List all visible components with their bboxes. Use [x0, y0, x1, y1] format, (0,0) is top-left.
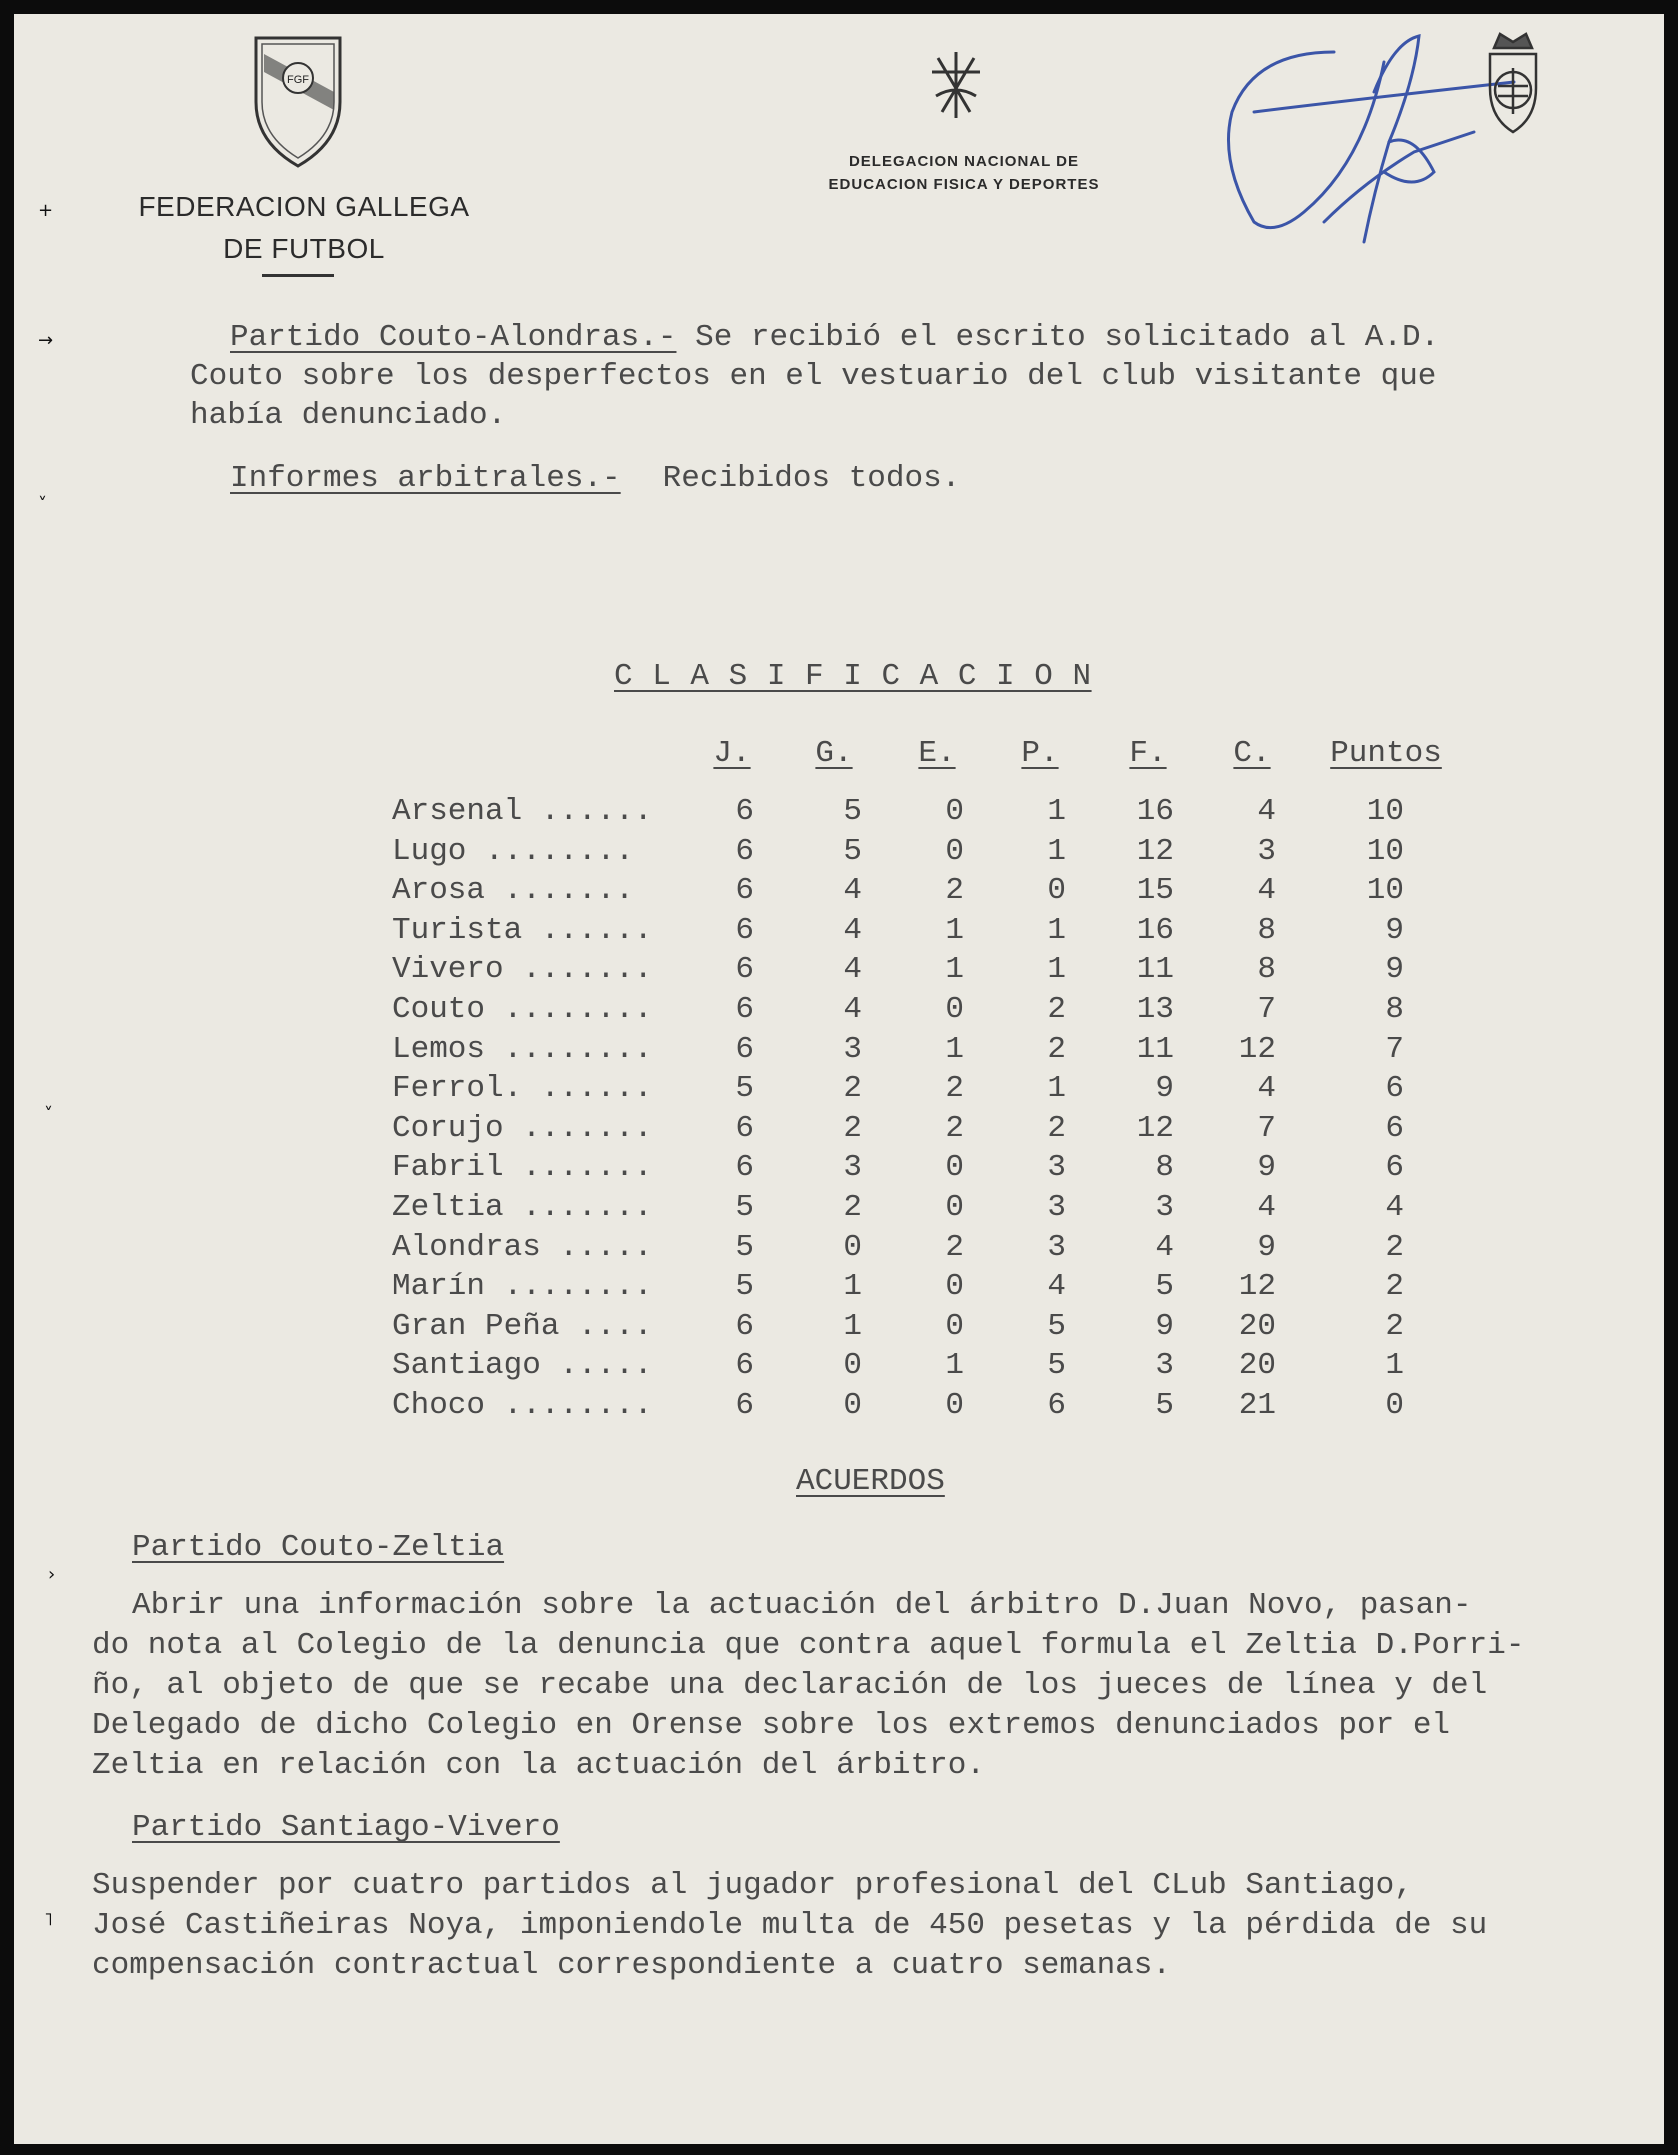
cell-j: 6 — [735, 873, 754, 909]
column-header: Puntos — [1330, 736, 1442, 771]
cell-c: 9 — [1257, 1229, 1276, 1265]
cell-g: 3 — [843, 1150, 862, 1186]
cell-p: 2 — [1047, 1031, 1066, 1067]
cell-f: 5 — [1155, 1388, 1174, 1423]
cell-p: 1 — [1047, 1071, 1066, 1107]
cell-pts: 10 — [1366, 833, 1404, 869]
team-name: Alondras ..... — [392, 1229, 653, 1265]
cell-j: 5 — [735, 1229, 754, 1265]
cell-p: 3 — [1047, 1190, 1066, 1225]
cell-f: 11 — [1136, 1031, 1174, 1067]
cell-g: 1 — [843, 1308, 862, 1344]
margin-mark: ˥ — [44, 1909, 53, 1930]
team-name: Choco ........ — [392, 1388, 653, 1423]
cell-e: 0 — [945, 833, 964, 869]
cell-f: 9 — [1155, 1071, 1174, 1107]
intro-p1-line2: Couto sobre los desperfectos en el vestuario del club visitante que — [190, 359, 1437, 394]
federation-shield-logo — [250, 32, 346, 172]
team-name: Turista ...... — [392, 912, 653, 948]
cell-c: 12 — [1238, 1031, 1276, 1067]
cell-f: 3 — [1155, 1190, 1174, 1225]
cell-pts: 8 — [1385, 992, 1404, 1027]
cell-pts: 4 — [1385, 1190, 1404, 1225]
column-header: F. — [1129, 736, 1167, 771]
cell-j: 6 — [735, 794, 754, 829]
heading-couto-zeltia: Partido Couto-Zeltia — [132, 1530, 505, 1565]
cell-p: 1 — [1047, 952, 1066, 988]
cell-c: 8 — [1257, 912, 1276, 948]
column-header: P. — [1021, 736, 1059, 771]
cell-e: 1 — [945, 1348, 964, 1384]
s2-line-2: José Castiñeiras Noya, imponiendole multa de 450 pesetas y la pérdida de su — [92, 1908, 1488, 1943]
heading-informes: Informes arbitrales.- — [230, 461, 621, 496]
cell-c: 3 — [1257, 833, 1276, 869]
cell-pts: 1 — [1385, 1348, 1404, 1384]
team-name: Arsenal ...... — [392, 794, 653, 829]
cell-g: 4 — [843, 912, 862, 948]
column-header: E. — [918, 736, 956, 771]
column-header: C. — [1233, 736, 1271, 771]
margin-mark: → — [38, 330, 54, 351]
team-name: Corujo ....... — [392, 1110, 653, 1146]
cell-c: 8 — [1257, 952, 1276, 988]
intro-p2-text: Recibidos todos. — [662, 461, 961, 496]
s1-line-5: Zeltia en relación con la actuación del árbitro. — [92, 1748, 985, 1783]
team-name: Fabril ....... — [392, 1150, 653, 1186]
team-name: Couto ........ — [392, 992, 653, 1027]
cell-g: 2 — [843, 1190, 862, 1225]
cell-e: 0 — [945, 1150, 964, 1186]
cell-p: 1 — [1047, 794, 1066, 829]
cell-f: 5 — [1155, 1269, 1174, 1305]
royal-crest-logo — [1480, 28, 1546, 138]
team-name: Gran Peña .... — [392, 1308, 653, 1344]
cell-j: 6 — [735, 1388, 754, 1423]
cell-pts: 0 — [1385, 1388, 1404, 1423]
cell-f: 11 — [1136, 952, 1174, 988]
s1-line-4: Delegado de dicho Colegio en Orense sobre los extremos denunciados por el — [92, 1708, 1451, 1743]
cell-c: 21 — [1238, 1388, 1276, 1423]
delegation-name — [774, 150, 1154, 196]
team-name: Marín ........ — [392, 1269, 653, 1305]
team-name: Arosa ....... — [392, 873, 634, 909]
cell-p: 1 — [1047, 912, 1066, 948]
cell-p: 5 — [1047, 1308, 1066, 1344]
cell-j: 6 — [735, 1031, 754, 1067]
cell-p: 0 — [1047, 873, 1066, 909]
margin-mark: › — [48, 1564, 56, 1585]
cell-f: 3 — [1155, 1348, 1174, 1384]
cell-j: 6 — [735, 833, 754, 869]
cell-f: 15 — [1136, 873, 1174, 909]
cell-e: 1 — [945, 952, 964, 988]
intro-p1-line3: había denunciado. — [190, 398, 507, 433]
cell-j: 6 — [735, 992, 754, 1027]
cell-p: 1 — [1047, 833, 1066, 869]
cell-e: 0 — [945, 794, 964, 829]
column-header: G. — [815, 736, 853, 771]
delegation-line1: DELEGACION NACIONAL DE — [848, 153, 1080, 170]
cell-e: 1 — [945, 912, 964, 948]
cell-pts: 6 — [1385, 1150, 1404, 1186]
document-page — [14, 14, 1664, 2144]
cell-g: 0 — [843, 1348, 862, 1384]
cell-e: 2 — [945, 1110, 964, 1146]
federation-line1: FEDERACION GALLEGA — [138, 191, 470, 222]
cell-g: 5 — [843, 833, 862, 869]
cell-j: 5 — [735, 1071, 754, 1107]
cell-e: 2 — [945, 1071, 964, 1107]
team-name: Santiago ..... — [392, 1348, 653, 1384]
cell-pts: 2 — [1385, 1269, 1404, 1305]
cell-f: 4 — [1155, 1229, 1174, 1265]
cell-p: 5 — [1047, 1348, 1066, 1384]
margin-mark: + — [38, 200, 54, 221]
cell-f: 12 — [1136, 1110, 1174, 1146]
cell-pts: 9 — [1385, 912, 1404, 948]
cell-f: 16 — [1136, 912, 1174, 948]
cell-e: 0 — [945, 1308, 964, 1344]
team-name: Zeltia ....... — [392, 1190, 653, 1225]
cell-g: 4 — [843, 992, 862, 1027]
cell-f: 16 — [1136, 794, 1174, 829]
cell-c: 12 — [1238, 1269, 1276, 1305]
cell-e: 0 — [945, 1190, 964, 1225]
cell-f: 12 — [1136, 833, 1174, 869]
cell-e: 0 — [945, 992, 964, 1027]
cell-pts: 2 — [1385, 1308, 1404, 1344]
federation-line2: DE FUTBOL — [223, 233, 385, 264]
cell-c: 7 — [1257, 992, 1276, 1027]
cell-g: 1 — [843, 1269, 862, 1305]
cell-j: 5 — [735, 1269, 754, 1305]
cell-pts: 7 — [1385, 1031, 1404, 1067]
cell-p: 6 — [1047, 1388, 1066, 1423]
cell-e: 0 — [945, 1269, 964, 1305]
cell-g: 3 — [843, 1031, 862, 1067]
cell-j: 6 — [735, 912, 754, 948]
cell-p: 2 — [1047, 1110, 1066, 1146]
cell-c: 9 — [1257, 1150, 1276, 1186]
intro-p1-line1 — [230, 318, 1439, 358]
cell-c: 7 — [1257, 1110, 1276, 1146]
federation-underline — [262, 274, 334, 277]
cell-g: 5 — [843, 794, 862, 829]
intro-p1-text: Se recibió el escrito solicitado al A.D. — [676, 320, 1440, 355]
cell-c: 4 — [1257, 873, 1276, 909]
cell-c: 20 — [1238, 1308, 1276, 1344]
cell-p: 3 — [1047, 1150, 1066, 1186]
cell-g: 2 — [843, 1110, 862, 1146]
s1-line-2: do nota al Colegio de la denuncia que contra aquel formula el Zeltia D.Porri- — [92, 1628, 1525, 1663]
cell-f: 8 — [1155, 1150, 1174, 1186]
acuerdos-title: ACUERDOS — [796, 1464, 945, 1499]
cell-j: 6 — [735, 1110, 754, 1146]
team-name: Ferrol. ...... — [392, 1071, 653, 1107]
cell-e: 2 — [945, 873, 964, 909]
s2-line-1: Suspender por cuatro partidos al jugador profesional del CLub Santiago, — [92, 1868, 1413, 1903]
team-name: Lemos ........ — [392, 1031, 653, 1067]
cell-c: 20 — [1238, 1348, 1276, 1384]
cell-e: 1 — [945, 1031, 964, 1067]
cell-pts: 9 — [1385, 952, 1404, 988]
cell-f: 13 — [1136, 992, 1174, 1027]
cell-p: 2 — [1047, 992, 1066, 1027]
cell-pts: 2 — [1385, 1229, 1404, 1265]
intro-p2 — [230, 459, 960, 499]
federation-name — [119, 186, 489, 270]
team-name: Lugo ........ — [392, 833, 634, 869]
cell-pts: 6 — [1385, 1071, 1404, 1107]
heading-santiago-vivero: Partido Santiago-Vivero — [132, 1810, 560, 1845]
shield-letters: FGF — [287, 74, 309, 86]
s1-line-3: ño, al objeto de que se recabe una declaración de los jueces de línea y del — [92, 1668, 1488, 1703]
cell-p: 3 — [1047, 1229, 1066, 1265]
cell-pts: 10 — [1366, 873, 1404, 909]
margin-mark: ˅ — [44, 1104, 53, 1125]
s2-line-3: compensación contractual correspondiente a cuatro semanas. — [92, 1948, 1171, 1983]
cell-j: 5 — [735, 1190, 754, 1225]
cell-c: 4 — [1257, 1190, 1276, 1225]
classification-title: C L A S I F I C A C I O N — [614, 659, 1092, 694]
cell-j: 6 — [735, 952, 754, 988]
delegation-line2: EDUCACION FISICA Y DEPORTES — [828, 176, 1100, 193]
yoke-arrows-emblem — [926, 48, 986, 122]
cell-g: 0 — [843, 1229, 862, 1265]
cell-f: 9 — [1155, 1308, 1174, 1344]
cell-pts: 6 — [1385, 1110, 1404, 1146]
cell-p: 4 — [1047, 1269, 1066, 1305]
s1-line-1: Abrir una información sobre la actuación del árbitro D.Juan Novo, pasan- — [132, 1588, 1472, 1623]
margin-mark: ˅ — [38, 494, 47, 515]
cell-j: 6 — [735, 1150, 754, 1186]
cell-e: 0 — [945, 1388, 964, 1423]
heading-couto-alondras: Partido Couto-Alondras.- — [230, 320, 677, 355]
cell-j: 6 — [735, 1348, 754, 1384]
cell-c: 4 — [1257, 794, 1276, 829]
column-header: J. — [713, 736, 751, 771]
cell-g: 2 — [843, 1071, 862, 1107]
cell-e: 2 — [945, 1229, 964, 1265]
cell-c: 4 — [1257, 1071, 1276, 1107]
cell-j: 6 — [735, 1308, 754, 1344]
cell-pts: 10 — [1366, 794, 1404, 829]
cell-g: 0 — [843, 1388, 862, 1423]
cell-g: 4 — [843, 952, 862, 988]
team-name: Vivero ....... — [392, 952, 653, 988]
cell-g: 4 — [843, 873, 862, 909]
